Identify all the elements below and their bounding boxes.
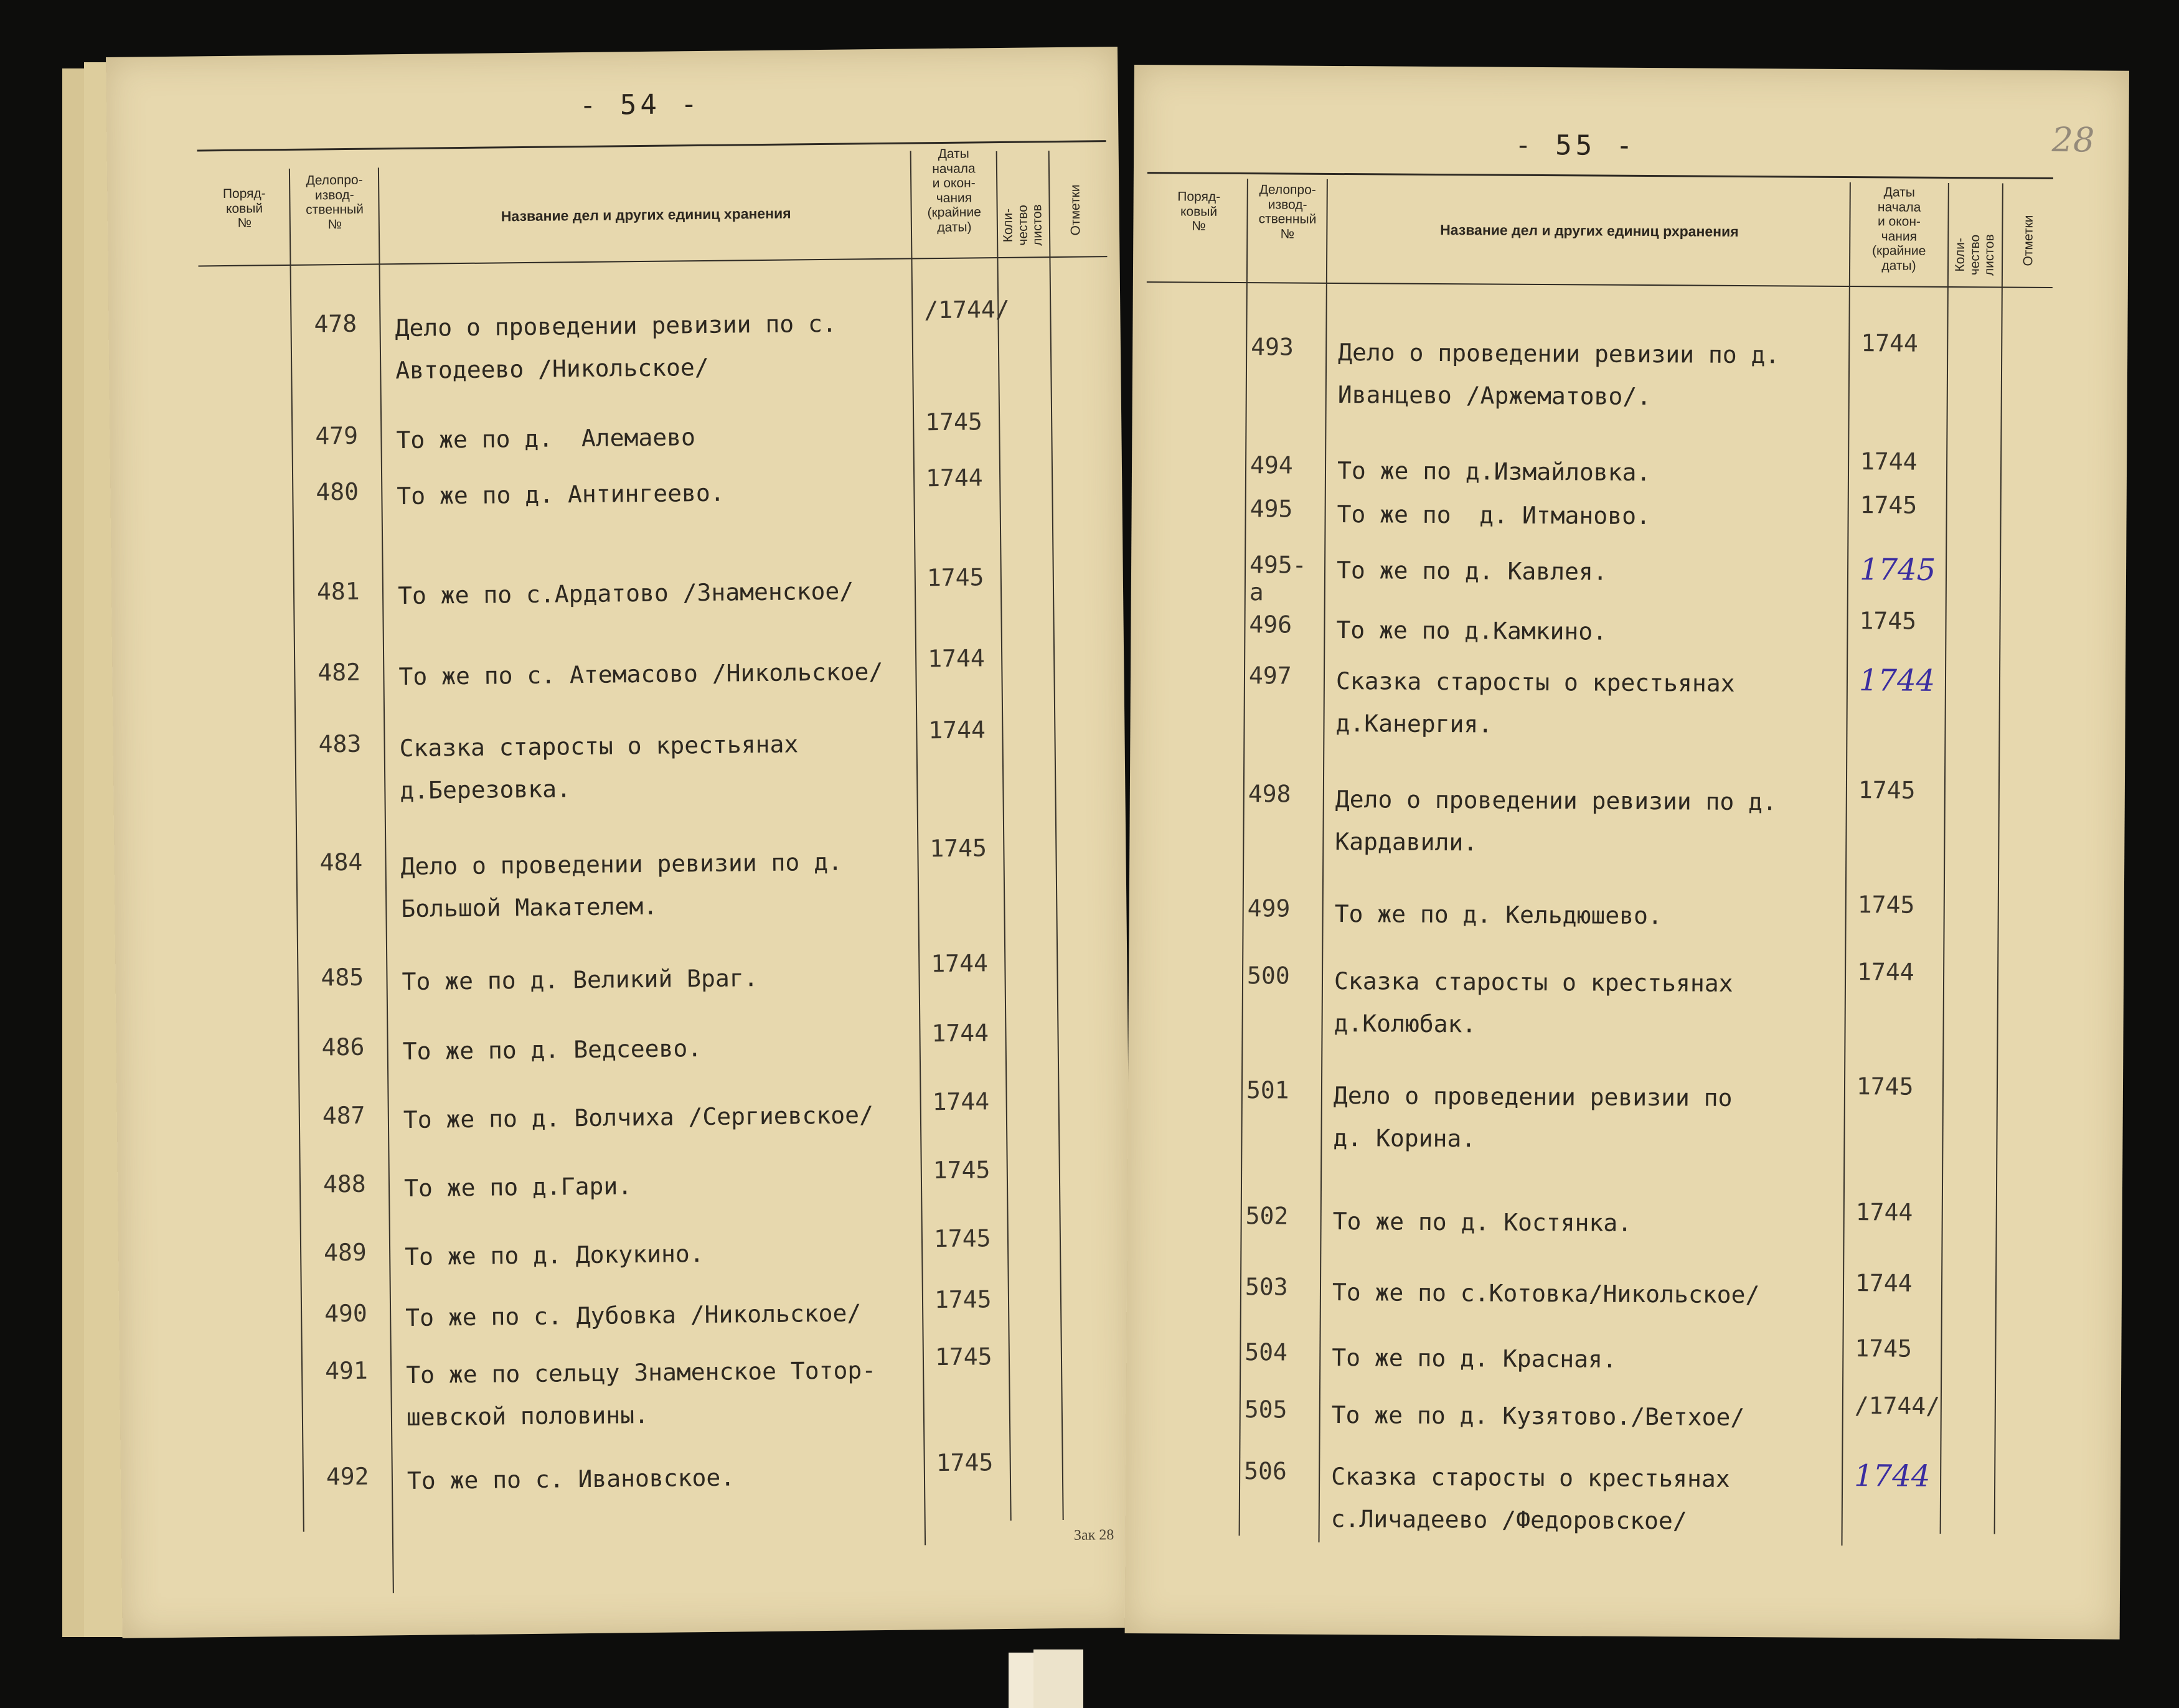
file-title (1337, 549, 1607, 593)
file-title (1337, 449, 1651, 494)
file-number: 482 (318, 658, 361, 687)
file-dates: 1744 (931, 949, 989, 978)
file-title-line: То же по д. Докукино. (404, 1240, 704, 1271)
file-number: 503 (1245, 1273, 1288, 1301)
file-dates: 1744 (928, 716, 986, 744)
file-title-line: То же по д. Великий Враг. (402, 964, 758, 996)
file-number: 490 (324, 1299, 368, 1328)
file-title-line: То же по д. Кельдюшево. (1334, 899, 1663, 930)
file-dates: 1745 (1859, 552, 1936, 588)
file-title-line: шевской половины. (406, 1401, 649, 1432)
file-title-line: Сказка старосты о крестьянах (1335, 667, 1735, 697)
file-title-line: То же по д. Итманово. (1337, 500, 1651, 530)
file-title (1332, 1200, 1632, 1244)
file-number: 481 (316, 577, 360, 606)
file-title-line: То же по д.Гари. (403, 1172, 633, 1203)
file-title (1338, 331, 1780, 418)
file-title-line: То же по д. Ведсеево. (402, 1035, 702, 1066)
print-order-mark: Зак 28 (1073, 1527, 1114, 1544)
file-title (1334, 960, 1733, 1047)
page-number: - 54 - (579, 88, 702, 122)
file-number: 500 (1246, 962, 1290, 990)
file-title (400, 841, 843, 930)
file-title (397, 472, 725, 518)
file-title-line: Автодеево /Никольское/ (395, 353, 709, 385)
file-dates: 1744 (932, 1087, 990, 1116)
file-dates: 1744 (1857, 958, 1914, 986)
file-dates: 1745 (929, 834, 987, 863)
file-title-line: д. Корина. (1333, 1124, 1476, 1153)
file-dates: 1744 (931, 1019, 989, 1048)
file-dates: 1745 (1858, 776, 1916, 804)
header-notes: Отметки (2021, 215, 2036, 266)
header-bottom-rule (1147, 281, 2053, 288)
file-title (405, 1232, 704, 1278)
bookmark-ribbon (1033, 1649, 1083, 1708)
file-title-line: д.Колюбак. (1334, 1009, 1477, 1038)
file-title (405, 1292, 862, 1339)
header-title: Название дел и других единиц рхранения (1440, 222, 1739, 240)
file-title-line: То же по с. Дубовка /Никольское/ (405, 1299, 862, 1332)
file-number: 483 (318, 730, 362, 758)
header-file-number: Делопро- извод- ственный № (306, 172, 364, 232)
file-number: 493 (1251, 333, 1294, 361)
file-number: 491 (324, 1356, 368, 1385)
file-title (403, 1094, 874, 1141)
file-title-line: Дело о проведении ревизии по д. (400, 848, 843, 881)
column-divider (910, 151, 926, 1545)
file-title-line: Дело о проведении ревизии по (1333, 1081, 1733, 1112)
file-number: 489 (323, 1238, 367, 1267)
archive-sheet-mark: 28 (2051, 120, 2095, 160)
file-title-line: То же по д.Измайловка. (1337, 457, 1651, 487)
column-divider (378, 167, 394, 1593)
file-title-line: То же по д. Кавлея. (1336, 556, 1607, 586)
file-title-line: Дело о проведении ревизии по д. (1335, 785, 1777, 816)
file-number: 484 (319, 848, 363, 876)
file-number: 492 (326, 1462, 369, 1491)
page-number: - 55 - (1515, 129, 1637, 162)
header-dates: Даты начала и окон- чания (крайние даты) (927, 146, 981, 235)
file-dates: 1745 (934, 1343, 992, 1371)
file-title-line: Кардавили. (1335, 827, 1478, 856)
file-number: 504 (1245, 1338, 1288, 1366)
file-title-line: Сказка старосты о крестьянах (1331, 1462, 1730, 1493)
header-order-number: Поряд- ковый № (222, 186, 266, 230)
file-dates: 1745 (1859, 607, 1917, 635)
file-number: 505 (1244, 1396, 1287, 1424)
file-number: 506 (1244, 1457, 1287, 1485)
header-bottom-rule (199, 256, 1108, 266)
file-title (396, 416, 695, 461)
file-dates: /1744/ (924, 295, 1010, 324)
file-title-line: То же по д.Камкино. (1336, 616, 1607, 645)
column-divider (1841, 182, 1850, 1546)
file-number: 496 (1249, 611, 1292, 639)
file-dates: 1744 (927, 644, 985, 673)
file-dates: 1745 (1857, 891, 1915, 919)
file-number: 486 (321, 1033, 365, 1061)
file-dates: 1745 (1856, 1072, 1914, 1100)
right-page (1125, 65, 2129, 1640)
file-title-line: То же по д. Костянка. (1332, 1207, 1632, 1237)
file-dates: 1744 (1855, 1198, 1913, 1226)
file-number: 499 (1247, 894, 1291, 922)
header-dates: Даты начала и окон- чания (крайние даты) (1871, 185, 1926, 273)
file-title-line: То же по д. Волчиха /Сергиевское/ (403, 1101, 874, 1134)
file-title (1335, 660, 1734, 747)
file-title (399, 723, 799, 812)
file-dates: 1745 (936, 1448, 994, 1477)
file-number: 480 (316, 477, 359, 506)
file-title (1331, 1455, 1730, 1542)
column-divider (289, 169, 304, 1532)
header-notes: Отметки (1068, 184, 1083, 236)
file-title (1336, 609, 1607, 653)
header-file-number: Делопро- извод- ственный № (1258, 182, 1317, 242)
file-dates: 1744 (1854, 1458, 1931, 1494)
file-title (404, 1165, 633, 1209)
header-top-rule (1147, 172, 2053, 179)
file-title (406, 1349, 877, 1438)
file-title-line: То же по с.Ардатово /Знаменское/ (397, 577, 854, 610)
file-title-line: д.Канергия. (1335, 709, 1493, 738)
file-number: 488 (322, 1170, 366, 1198)
file-dates: 1745 (1860, 491, 1918, 519)
file-title-line: д.Березовка. (400, 775, 572, 805)
file-dates: /1744/ (1854, 1392, 1941, 1420)
file-title-line: Сказка старосты о крестьянах (399, 730, 799, 762)
file-title-line: То же по с. Атемасово /Никольское/ (398, 657, 883, 691)
file-number: 502 (1245, 1202, 1289, 1230)
file-dates: 1745 (934, 1285, 992, 1314)
file-title (1333, 1074, 1732, 1161)
column-divider (1319, 179, 1328, 1542)
file-title-line: Иванцево /Аржематово/. (1337, 381, 1652, 411)
file-title (398, 650, 883, 698)
file-title-line: То же по с. Ивановское. (407, 1463, 735, 1495)
column-divider (1239, 179, 1248, 1536)
file-dates: 1744 (1858, 663, 1936, 698)
file-title-line: с.Личадеево /Федоровское/ (1330, 1504, 1687, 1535)
file-title (402, 1027, 702, 1072)
file-number: 487 (322, 1101, 365, 1130)
file-dates: 1744 (1855, 1269, 1913, 1297)
file-dates: 1745 (933, 1156, 991, 1185)
file-title-line: То же по д. Кузятово./Ветхое/ (1331, 1401, 1745, 1432)
file-dates: 1744 (1861, 329, 1918, 357)
file-title (1332, 1336, 1617, 1381)
file-title (395, 303, 837, 392)
header-title: Название дел и других единиц хранения (501, 205, 791, 225)
column-divider (996, 151, 1012, 1521)
file-number: 495-а (1249, 551, 1307, 606)
file-title-line: Большой Макателем. (401, 892, 658, 923)
file-number: 479 (315, 421, 359, 450)
file-title (398, 570, 854, 617)
file-number: 501 (1246, 1076, 1289, 1104)
file-number: 494 (1250, 451, 1293, 479)
file-title-line: То же по сельцу Знаменское Тотор- (405, 1356, 877, 1389)
file-dates: 1745 (925, 408, 982, 436)
header-sheet-count: Коли- чество листов (1952, 234, 1997, 276)
file-dates: 1745 (933, 1224, 991, 1253)
left-page (106, 47, 1134, 1638)
file-title (1332, 1271, 1760, 1316)
file-title-line: Дело о проведении ревизии по с. (395, 309, 837, 342)
file-title-line: То же по д. Красная. (1332, 1343, 1617, 1373)
column-divider (1994, 184, 2003, 1534)
column-divider (1940, 183, 1949, 1534)
file-title-line: То же по д. Антингеево. (397, 479, 725, 510)
file-number: 478 (314, 309, 357, 338)
file-title (402, 957, 758, 1003)
file-title (1335, 778, 1777, 865)
column-divider (1048, 151, 1064, 1520)
file-title (407, 1457, 735, 1503)
file-title (1332, 1394, 1745, 1438)
header-order-number: Поряд- ковый № (1177, 189, 1221, 233)
file-title-line: То же по с.Котовка/Никольское/ (1332, 1278, 1760, 1309)
file-number: 497 (1248, 662, 1292, 690)
file-title (1337, 493, 1650, 537)
file-dates: 1745 (926, 563, 984, 592)
file-number: 498 (1248, 780, 1291, 808)
file-dates: 1744 (925, 464, 983, 492)
file-title (1334, 893, 1662, 937)
file-number: 485 (321, 963, 364, 992)
file-title-line: То же по д. Алемаево (396, 423, 696, 454)
file-title-line: Сказка старосты о крестьянах (1334, 967, 1733, 997)
file-title-line: Дело о проведении ревизии по д. (1338, 339, 1780, 369)
header-sheet-count: Коли- чество листов (1000, 204, 1045, 246)
file-dates: 1744 (1860, 448, 1918, 476)
file-number: 495 (1250, 495, 1293, 523)
file-dates: 1745 (1855, 1335, 1913, 1363)
